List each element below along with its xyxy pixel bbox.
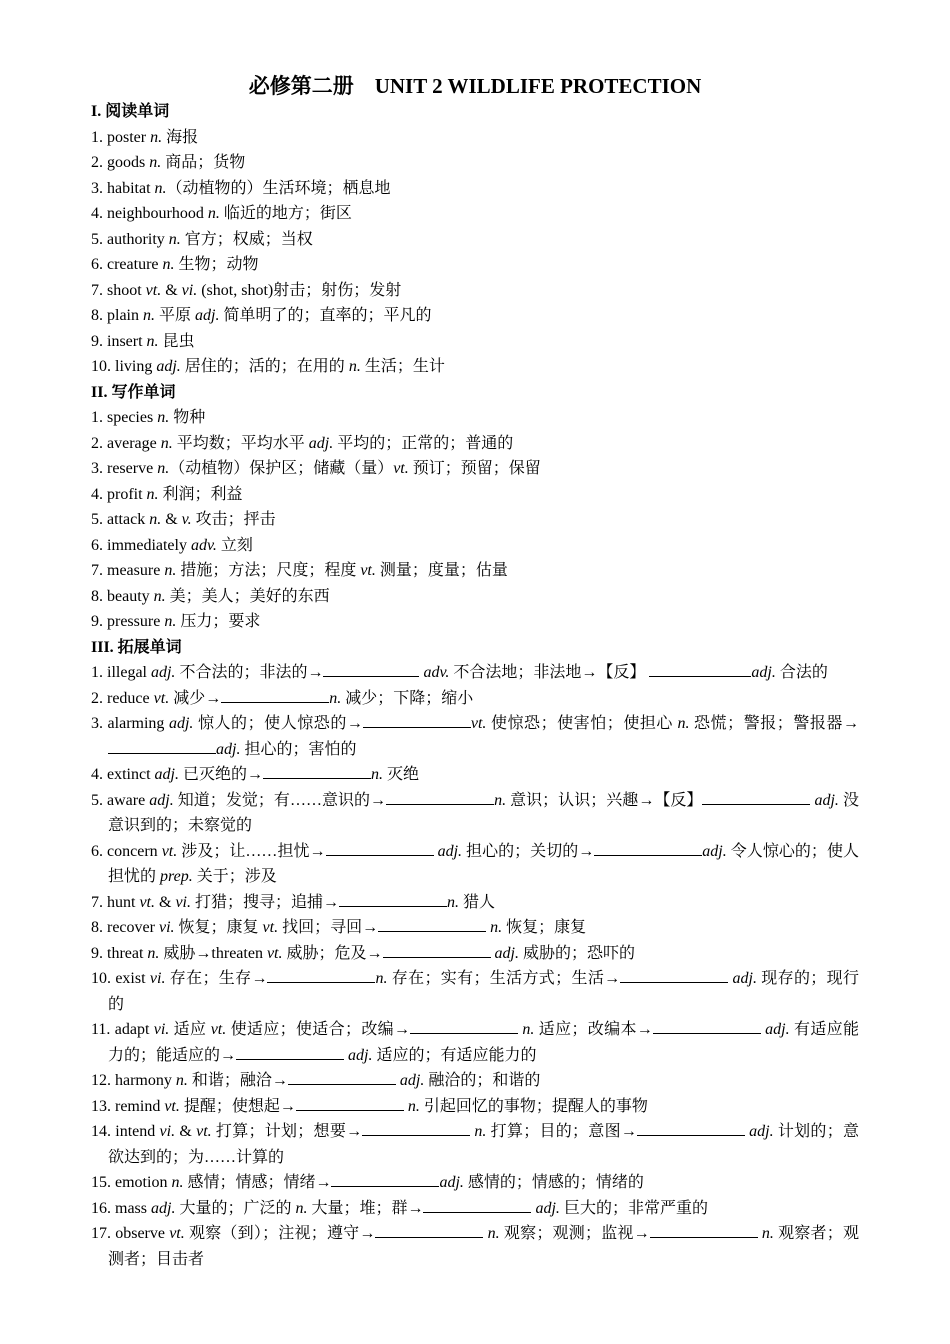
entry-text: 官方；权威；当权 xyxy=(180,230,313,248)
entry-text: （动植物）保护区；储藏（量） xyxy=(169,460,394,477)
part-of-speech: adj. xyxy=(702,842,727,860)
answer-blank[interactable] xyxy=(108,738,216,754)
part-of-speech: adj. xyxy=(149,791,174,809)
part-of-speech: vi. xyxy=(153,1021,170,1038)
answer-blank[interactable] xyxy=(410,1018,518,1034)
entry-text: 2. reduce xyxy=(91,689,154,707)
part-of-speech: n. xyxy=(168,230,181,248)
entry-text: 平均数；平均水平 xyxy=(172,434,309,452)
part-of-speech: vi. xyxy=(175,893,191,911)
part-of-speech: n. xyxy=(146,485,159,503)
section-heading: II. 写作单词 xyxy=(91,383,176,401)
answer-blank[interactable] xyxy=(296,1095,404,1111)
entry-text: 融洽的；和谐的 xyxy=(424,1072,541,1089)
part-of-speech: n. xyxy=(157,460,170,477)
part-of-speech: n. xyxy=(164,562,177,579)
part-of-speech: n. xyxy=(162,256,175,273)
part-of-speech: vi. xyxy=(159,1123,176,1140)
entry-text: 测量；度量；估量 xyxy=(375,562,508,579)
answer-blank[interactable] xyxy=(362,1120,470,1136)
vocabulary-list xyxy=(91,99,859,1272)
entry-text: 使惊恐；使害怕；使担心 xyxy=(486,715,678,732)
part-of-speech: adj. xyxy=(195,307,220,324)
answer-blank[interactable] xyxy=(383,942,491,958)
part-of-speech: n. xyxy=(143,307,155,324)
entry-text: 8. recover xyxy=(91,919,159,936)
answer-blank[interactable] xyxy=(637,1120,745,1136)
entry-text: 压力；要求 xyxy=(176,613,261,630)
entry-text: 生活；生计 xyxy=(360,358,445,375)
answer-blank[interactable] xyxy=(363,712,471,728)
part-of-speech: vt. xyxy=(393,460,409,477)
entry-text: 3. alarming xyxy=(91,715,169,732)
vocab-entry xyxy=(91,176,859,202)
entry-text: 临近的地方；街区 xyxy=(219,205,352,222)
answer-blank[interactable] xyxy=(221,687,329,703)
section-heading: III. 拓展单词 xyxy=(91,638,182,656)
section-heading: I. 阅读单词 xyxy=(91,103,170,120)
part-of-speech: vt. xyxy=(169,1225,185,1242)
entry-text: 威胁；危及→ xyxy=(282,944,383,962)
entry-text: 担心的；关切的→ xyxy=(462,842,595,860)
entry-text: 有适应能力的；能适应的→ xyxy=(108,1021,860,1064)
entry-text: 1. poster xyxy=(91,128,151,146)
answer-blank[interactable] xyxy=(423,1197,531,1213)
part-of-speech: n. xyxy=(154,179,167,197)
entry-text: 感情的；情感的；情绪的 xyxy=(463,1174,644,1191)
part-of-speech: n. xyxy=(153,587,166,605)
entry-text: 存在；实有；生活方式；生活→ xyxy=(387,970,621,987)
answer-blank[interactable] xyxy=(263,763,371,779)
entry-text: 14. intend xyxy=(91,1123,160,1140)
entry-text: 8. beauty xyxy=(91,587,154,605)
entry-text: 17. observe xyxy=(91,1225,170,1242)
part-of-speech: vt. xyxy=(262,919,279,936)
entry-text: 3. habitat xyxy=(91,179,155,197)
part-of-speech: adj. xyxy=(437,842,463,860)
entry-text: 11. adapt xyxy=(91,1021,154,1038)
entry-text: 9. threat xyxy=(91,944,148,962)
part-of-speech: n. xyxy=(150,128,163,146)
vocab-entry xyxy=(91,941,859,967)
part-of-speech: vt. xyxy=(266,944,283,962)
entry-text: 15. emotion xyxy=(91,1174,172,1191)
answer-blank[interactable] xyxy=(386,789,494,805)
entry-text: 7. shoot xyxy=(91,281,146,299)
entry-text: 不合法地；非法地→【反】 xyxy=(449,664,650,681)
entry-text: 不合法的；非法的→ xyxy=(175,664,324,681)
entry-text: 6. concern xyxy=(91,842,162,860)
entry-text: 7. hunt xyxy=(91,893,140,911)
entry-text: 找回；寻回→ xyxy=(278,919,379,936)
part-of-speech: adj. xyxy=(156,358,181,375)
part-of-speech: adj. xyxy=(399,1072,425,1089)
entry-text: 计划的；意欲达到的；为……计算的 xyxy=(108,1123,859,1166)
vocab-entry xyxy=(91,1094,859,1120)
entry-text: 13. remind xyxy=(91,1097,165,1115)
part-of-speech: adj. xyxy=(308,434,334,452)
entry-text: 4. neighbourhood xyxy=(91,205,208,222)
entry-text: 已灭绝的→ xyxy=(179,766,264,783)
vocab-entry xyxy=(91,125,859,151)
part-of-speech: vt. xyxy=(210,1021,227,1038)
part-of-speech: adj. xyxy=(751,664,776,681)
entry-text: 大量；堆；群→ xyxy=(307,1199,424,1217)
part-of-speech: vt. xyxy=(470,715,487,732)
entry-text: 适应的；有适应能力的 xyxy=(372,1046,537,1064)
entry-text: 物种 xyxy=(169,409,206,426)
answer-blank[interactable] xyxy=(339,891,447,907)
vocab-entry xyxy=(91,329,859,355)
entry-text: 利润；利益 xyxy=(158,485,243,503)
entry-text: 适应；改编本→ xyxy=(534,1021,653,1038)
entry-text: 10. exist xyxy=(91,970,150,987)
entry-text: 简单明了的；直率的；平凡的 xyxy=(219,307,432,324)
vocab-entry xyxy=(91,711,859,762)
part-of-speech: adj. xyxy=(439,1174,464,1191)
vocab-entry xyxy=(91,201,859,227)
vocab-entry xyxy=(91,227,859,253)
entry-text: 5. attack xyxy=(91,511,150,528)
entry-text: 8. plain xyxy=(91,307,143,324)
entry-text: 恢复；康复 xyxy=(502,919,587,936)
part-of-speech: n. xyxy=(474,1123,487,1140)
part-of-speech: n. xyxy=(146,332,159,350)
entry-text: 观察（到）；注视；遵守→ xyxy=(184,1225,376,1242)
entry-text: 没意识到的；未察觉的 xyxy=(108,791,859,834)
part-of-speech: n. xyxy=(677,715,690,732)
part-of-speech: vt. xyxy=(145,281,162,299)
entry-text: 3. reserve xyxy=(91,460,158,477)
entry-text: （动植物的）生活环境；栖息地 xyxy=(166,179,391,197)
part-of-speech: adj. xyxy=(150,664,176,681)
part-of-speech: n. xyxy=(522,1021,535,1038)
part-of-speech: n. xyxy=(160,434,173,452)
entry-text: (shot, shot)射击；射伤；发射 xyxy=(197,281,402,299)
entry-text: 海报 xyxy=(162,128,199,146)
answer-blank[interactable] xyxy=(326,840,434,856)
vocab-entry xyxy=(91,405,859,431)
part-of-speech: adj. xyxy=(765,1021,790,1038)
entry-text: 存在；生存→ xyxy=(165,970,268,987)
part-of-speech: adj. xyxy=(216,740,241,758)
entry-text: 恐慌；警报；警报器→ xyxy=(689,715,859,732)
entry-text: 适应 xyxy=(169,1021,211,1038)
entry-text: 预订；预留；保留 xyxy=(408,460,541,477)
vocab-entry xyxy=(91,890,859,916)
entry-text: 4. profit xyxy=(91,485,147,503)
entry-text: 2. goods xyxy=(91,154,150,171)
entry-text: 担心的；害怕的 xyxy=(240,740,357,758)
vocab-entry xyxy=(91,533,859,559)
vocab-entry xyxy=(91,762,859,788)
entry-text: 9. insert xyxy=(91,332,147,350)
entry-text: 9. pressure xyxy=(91,613,165,630)
entry-text: 打算；目的；意图→ xyxy=(486,1123,637,1140)
entry-text: 令人惊心的；使人担忧的 xyxy=(108,842,859,885)
entry-text: 5. authority xyxy=(91,230,169,248)
entry-text: 16. mass xyxy=(91,1199,151,1217)
answer-blank[interactable] xyxy=(649,661,751,677)
vocab-entry xyxy=(91,1196,859,1222)
entry-text: 恢复；康复 xyxy=(174,919,263,936)
entry-text: 猎人 xyxy=(459,893,496,911)
entry-text: 威胁→threaten xyxy=(159,944,267,962)
entry-text: 美；美人；美好的东西 xyxy=(165,587,330,605)
answer-blank[interactable] xyxy=(375,1222,483,1238)
page-title: 必修第二册 UNIT 2 WILDLIFE PROTECTION xyxy=(248,74,702,98)
part-of-speech: adj. xyxy=(154,766,179,783)
entry-text: 惊人的；使人惊恐的→ xyxy=(193,715,363,732)
entry-text: 观察者；观测者；目击者 xyxy=(108,1225,859,1268)
entry-text: 平原 xyxy=(155,307,196,324)
vocab-entry xyxy=(91,915,859,941)
vocab-entry xyxy=(91,660,859,686)
part-of-speech: n. xyxy=(371,766,384,783)
entry-text: 立刻 xyxy=(216,536,253,554)
entry-text: 7. measure xyxy=(91,562,165,579)
part-of-speech: adj. xyxy=(494,944,519,962)
entry-text: 灭绝 xyxy=(383,766,420,783)
entry-text: 1. illegal xyxy=(91,664,151,681)
answer-blank[interactable] xyxy=(378,916,486,932)
part-of-speech: n. xyxy=(175,1072,188,1089)
part-of-speech: vt. xyxy=(164,1097,180,1115)
entry-text: 巨大的；非常严重的 xyxy=(559,1199,708,1217)
entry-text: 关于；涉及 xyxy=(192,868,277,885)
answer-blank[interactable] xyxy=(288,1069,396,1085)
part-of-speech: prep. xyxy=(160,868,193,885)
vocab-entry xyxy=(91,609,859,635)
vocab-entry xyxy=(91,150,859,176)
vocab-entry xyxy=(91,1119,859,1170)
part-of-speech: vi. xyxy=(149,970,166,987)
answer-blank[interactable] xyxy=(323,661,419,677)
vocab-entry xyxy=(91,303,859,329)
part-of-speech: adj. xyxy=(732,970,757,987)
entry-text: 意识；认识；兴趣→【反】 xyxy=(506,791,703,809)
answer-blank[interactable] xyxy=(594,840,702,856)
entry-text: 2. average xyxy=(91,434,161,452)
part-of-speech: vi. xyxy=(181,281,198,299)
answer-blank[interactable] xyxy=(702,789,810,805)
part-of-speech: n. xyxy=(157,409,170,426)
entry-text: 昆虫 xyxy=(158,332,195,350)
vocab-entry xyxy=(91,966,859,1017)
part-of-speech: n. xyxy=(164,613,177,630)
entry-text: 6. immediately xyxy=(91,536,191,554)
vocab-entry xyxy=(91,1221,859,1272)
answer-blank[interactable] xyxy=(620,967,728,983)
entry-text: 生物；动物 xyxy=(174,256,259,273)
entry-text: 威胁的；恐吓的 xyxy=(518,944,635,962)
vocab-entry xyxy=(91,354,859,380)
entry-text: 1. species xyxy=(91,409,158,426)
answer-blank[interactable] xyxy=(267,967,375,983)
entry-text: 大量的；广泛的 xyxy=(175,1199,296,1217)
part-of-speech: adv. xyxy=(190,536,217,554)
part-of-speech: vt. xyxy=(161,842,178,860)
part-of-speech: vt. xyxy=(139,893,155,911)
vocab-entry xyxy=(91,431,859,457)
part-of-speech: n. xyxy=(487,1225,500,1242)
entry-text: 减少→ xyxy=(169,689,222,707)
entry-text: 打算；计划；想要→ xyxy=(211,1123,363,1140)
vocab-entry xyxy=(91,252,859,278)
entry-text: 打猎；搜寻；追捕→ xyxy=(191,893,340,911)
part-of-speech: adj. xyxy=(168,715,194,732)
entry-text: & xyxy=(161,511,182,528)
entry-text: 合法的 xyxy=(775,664,828,681)
part-of-speech: v. xyxy=(181,511,192,528)
part-of-speech: n. xyxy=(447,893,460,911)
part-of-speech: adj. xyxy=(151,1199,176,1217)
part-of-speech: n. xyxy=(348,358,361,375)
part-of-speech: vt. xyxy=(153,689,170,707)
part-of-speech: n. xyxy=(149,511,162,528)
answer-blank[interactable] xyxy=(650,1222,758,1238)
entry-text: 减少；下降；缩小 xyxy=(341,689,474,707)
part-of-speech: vt. xyxy=(360,562,376,579)
part-of-speech: adv. xyxy=(423,664,450,681)
part-of-speech: n. xyxy=(494,791,507,809)
entry-text: 12. harmony xyxy=(91,1072,176,1089)
part-of-speech: n. xyxy=(375,970,388,987)
entry-text: 提醒；使想起→ xyxy=(179,1097,296,1115)
entry-text: 商品；货物 xyxy=(161,154,246,171)
vocab-entry xyxy=(91,1170,859,1196)
part-of-speech: n. xyxy=(407,1097,420,1115)
vocab-entry xyxy=(91,584,859,610)
entry-text: 4. extinct xyxy=(91,766,155,783)
vocab-entry xyxy=(91,507,859,533)
vocab-entry xyxy=(91,482,859,508)
vocab-entry xyxy=(91,558,859,584)
answer-blank[interactable] xyxy=(236,1044,344,1060)
part-of-speech: n. xyxy=(207,205,220,222)
part-of-speech: adj. xyxy=(749,1123,774,1140)
entry-text: 和谐；融洽→ xyxy=(187,1072,288,1089)
entry-text: & xyxy=(175,1123,197,1140)
part-of-speech: n. xyxy=(171,1174,184,1191)
vocab-entry xyxy=(91,278,859,304)
vocab-entry xyxy=(91,1017,859,1068)
entry-text: & xyxy=(155,893,176,911)
entry-text: 使适应；使适合；改编→ xyxy=(226,1021,411,1038)
entry-text: 知道；发觉；有……意识的→ xyxy=(173,791,387,809)
entry-text: 观察；观测；监视→ xyxy=(499,1225,650,1242)
entry-text: 现存的；现行的 xyxy=(108,970,859,1013)
entry-text: 涉及；让……担忧→ xyxy=(177,842,326,860)
part-of-speech: n. xyxy=(147,944,160,962)
part-of-speech: adj. xyxy=(348,1046,373,1064)
entry-text: 感情；情感；情绪→ xyxy=(183,1174,332,1191)
part-of-speech: adj. xyxy=(535,1199,560,1217)
entry-text: 6. creature xyxy=(91,256,163,273)
entry-text: 居住的；活的；在用的 xyxy=(180,358,349,375)
entry-text: 措施；方法；尺度；程度 xyxy=(176,562,361,579)
entry-text: & xyxy=(161,281,182,299)
part-of-speech: n. xyxy=(295,1199,308,1217)
entry-text: 攻击；抨击 xyxy=(191,511,276,528)
vocab-entry xyxy=(91,456,859,482)
part-of-speech: adj. xyxy=(814,791,839,809)
part-of-speech: vi. xyxy=(158,919,175,936)
part-of-speech: n. xyxy=(490,919,503,936)
part-of-speech: n. xyxy=(761,1225,774,1242)
entry-text: 5. aware xyxy=(91,791,150,809)
vocab-entry xyxy=(91,1068,859,1094)
part-of-speech: vt. xyxy=(196,1123,212,1140)
part-of-speech: n. xyxy=(149,154,162,171)
vocab-entry xyxy=(91,686,859,712)
part-of-speech: n. xyxy=(329,689,342,707)
answer-blank[interactable] xyxy=(653,1018,761,1034)
vocab-entry xyxy=(91,839,859,890)
entry-text: 10. living xyxy=(91,358,157,375)
answer-blank[interactable] xyxy=(331,1171,439,1187)
entry-text: 平均的；正常的；普通的 xyxy=(333,434,514,452)
entry-text: 引起回忆的事物；提醒人的事物 xyxy=(419,1097,648,1115)
vocab-entry xyxy=(91,788,859,839)
